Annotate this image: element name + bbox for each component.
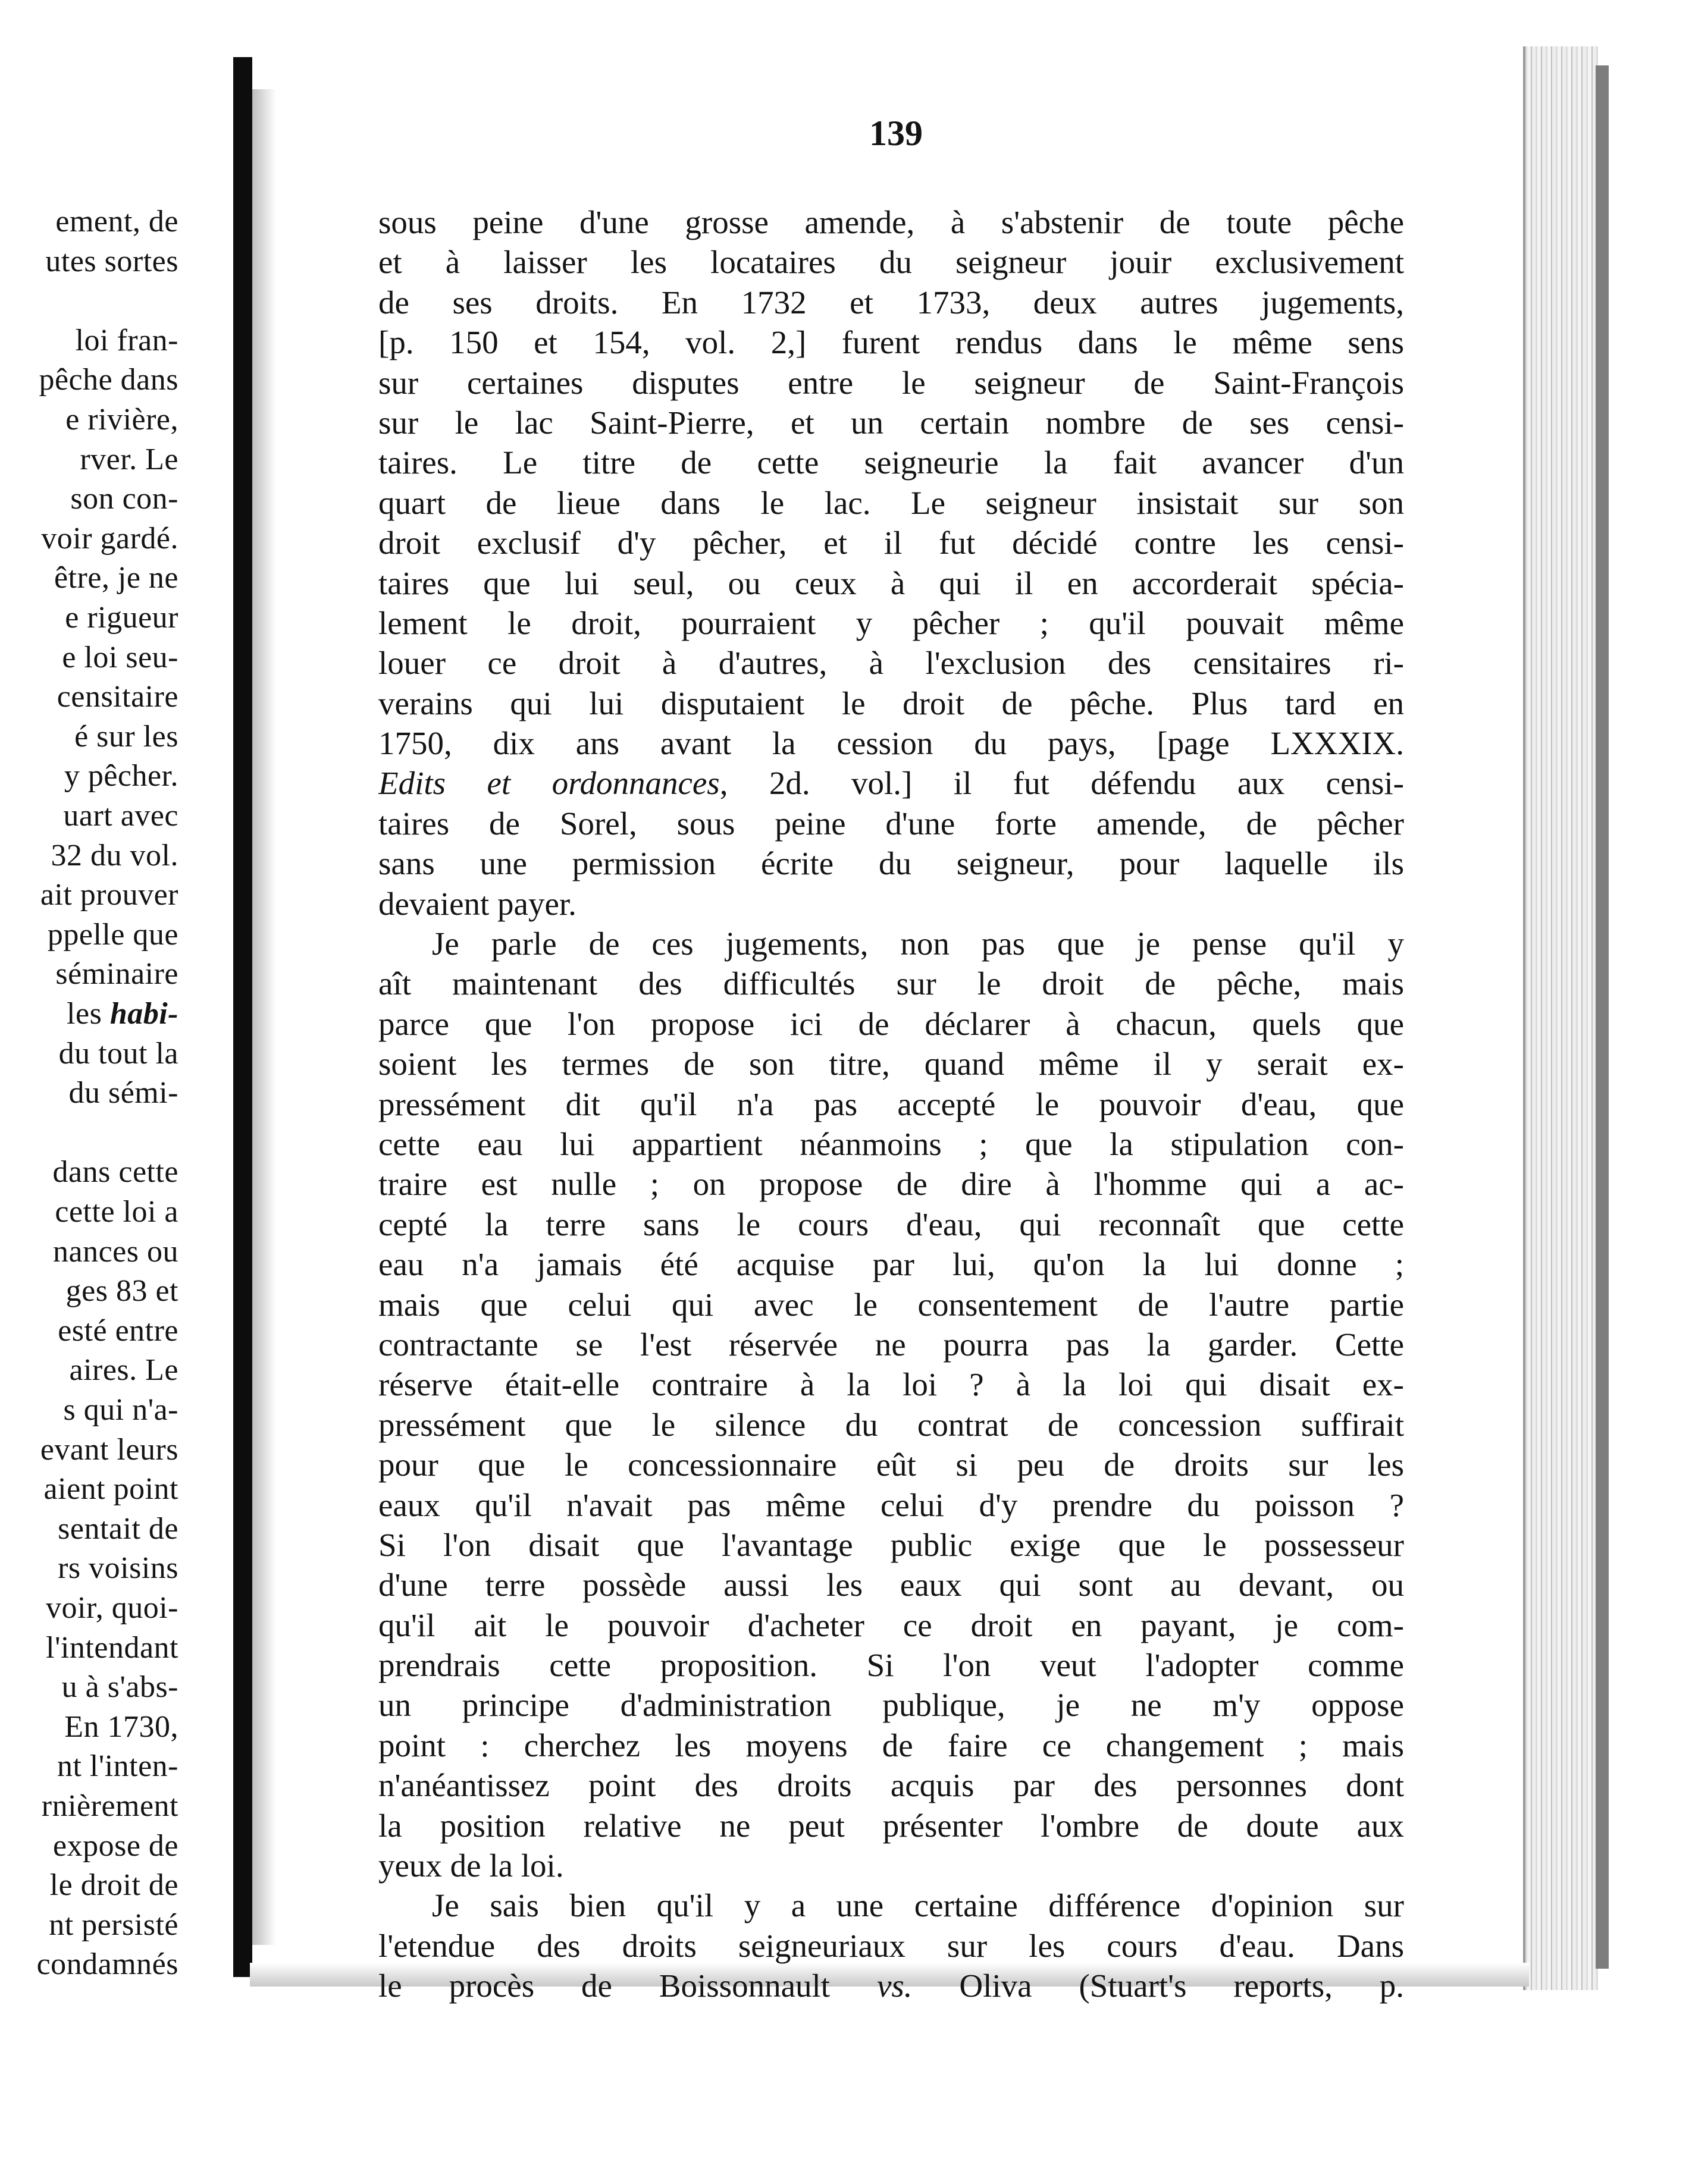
text-line: taires de Sorel, sous peine d'une forte amende, de pêcher xyxy=(378,805,1404,842)
text-line: de ses droits. En 1732 et 1733, deux autres jugements, xyxy=(378,284,1404,321)
left-page-line: cette loi a xyxy=(55,1195,178,1229)
text-line: cette eau lui appartient néanmoins ; que la stipulation con- xyxy=(378,1125,1404,1162)
left-page-line: En 1730, xyxy=(64,1709,178,1744)
left-page-line: sentait de xyxy=(58,1511,178,1546)
left-page-line: aient point xyxy=(43,1472,178,1507)
left-page-line: expose de xyxy=(53,1828,178,1863)
left-page-line: e loi seu- xyxy=(62,640,178,674)
text-line: contractante se l'est réservée ne pourra pas la garder. Cette xyxy=(378,1326,1404,1363)
left-page-line: rnièrement xyxy=(41,1789,178,1823)
cover-edge xyxy=(1596,65,1609,1969)
left-page-line: u à s'abs- xyxy=(61,1670,178,1705)
left-page-line: son con- xyxy=(70,482,178,516)
left-page-line: loi fran- xyxy=(75,323,178,357)
left-page-line: y pêcher. xyxy=(64,759,178,793)
left-page-line: esté entre xyxy=(58,1313,178,1348)
text-line: taires que lui seul, ou ceux à qui il en accorderait spécia- xyxy=(378,564,1404,601)
left-page-line: censitaire xyxy=(57,680,178,714)
text-line: pressément que le silence du contrat de concession suffirait xyxy=(378,1406,1404,1443)
left-page-line: nances ou xyxy=(53,1234,178,1269)
text-line: devaient payer. xyxy=(378,885,576,922)
left-partial-page xyxy=(0,202,233,2046)
text-line: quart de lieue dans le lac. Le seigneur insistait sur son xyxy=(378,484,1404,521)
left-page-line: e rigueur xyxy=(65,601,178,635)
page-stack-edge xyxy=(1523,46,1598,1990)
left-page-line: nt l'inten- xyxy=(57,1749,178,1784)
left-page-line: du sémi- xyxy=(68,1076,178,1110)
left-page-line: ppelle que xyxy=(47,917,178,952)
text-line: verains qui lui disputaient le droit de pêche. Plus tard en xyxy=(378,685,1404,721)
page-number: 139 xyxy=(869,114,923,153)
left-page-line: condamnés xyxy=(36,1947,178,1982)
text-line: Je parle de ces jugements, non pas que je pense qu'il y xyxy=(432,925,1404,962)
left-page-line: utes sortes xyxy=(45,244,178,278)
left-page-line: du tout la xyxy=(58,1036,178,1071)
text-line: d'une terre possède aussi les eaux qui sont au devant, ou xyxy=(378,1567,1404,1604)
text-line: sur le lac Saint-Pierre, et un certain nombre de ses censi- xyxy=(378,404,1404,441)
left-page-line: 32 du vol. xyxy=(51,838,178,873)
left-page-line: aires. Le xyxy=(69,1353,178,1388)
text-line: cepté la terre sans le cours d'eau, qui reconnaît que cette xyxy=(378,1206,1404,1242)
text-line: pour que le concessionnaire eût si peu de droits sur les xyxy=(378,1446,1404,1483)
left-page-line: pêche dans xyxy=(39,363,178,397)
left-page-line: rs voisins xyxy=(58,1551,178,1586)
left-page-line: le droit de xyxy=(49,1868,178,1903)
text-line: Si l'on disait que l'avantage public exige que le possesseur xyxy=(378,1526,1404,1563)
italic-title: Edits et ordonnances xyxy=(378,765,720,802)
text-line: n'anéantissez point des droits acquis par des personnes dont xyxy=(378,1767,1404,1804)
text-line: parce que l'on propose ici de déclarer à chacun, quels que xyxy=(378,1005,1404,1042)
left-page-line: nt persisté xyxy=(49,1907,178,1942)
left-page-line: evant leurs xyxy=(40,1432,178,1467)
book-spine-shadow xyxy=(233,57,252,1977)
text-line: un principe d'administration publique, je ne m'y oppose xyxy=(378,1687,1404,1724)
left-page-line: séminaire xyxy=(55,957,178,991)
text-line: louer ce droit à d'autres, à l'exclusion des censitaires ri- xyxy=(378,645,1404,682)
left-page-line: s qui n'a- xyxy=(63,1393,178,1427)
gutter-shadow xyxy=(252,89,276,1945)
text-line: et à laisser les locataires du seigneur jouir exclusivement xyxy=(378,244,1404,281)
left-page-line: l'intendant xyxy=(46,1630,178,1665)
left-page-line: voir, quoi- xyxy=(46,1591,178,1625)
left-page-line: voir gardé. xyxy=(41,521,178,556)
text-line: mais que celui qui avec le consentement de l'autre partie xyxy=(378,1286,1404,1323)
text-line: aît maintenant des difficultés sur le droit de pêche, mais xyxy=(378,965,1404,1002)
text-line: yeux de la loi. xyxy=(378,1847,564,1884)
left-page-line: ait prouver xyxy=(40,878,178,912)
text-line: soient les termes de son titre, quand même il y serait ex- xyxy=(378,1046,1404,1082)
page-body-text xyxy=(378,202,1404,2006)
left-page-line: ges 83 et xyxy=(65,1274,178,1308)
left-page-line: e rivière, xyxy=(65,403,178,437)
left-page-line-italic: habi- xyxy=(109,997,178,1031)
text-line: pressément dit qu'il n'a pas accepté le pouvoir d'eau, que xyxy=(378,1085,1404,1122)
text-line: traire est nulle ; on propose de dire à l'homme qui a ac- xyxy=(378,1166,1404,1203)
text-line: prendrais cette proposition. Si l'on veut l'adopter comme xyxy=(378,1647,1404,1684)
text-line: sous peine d'une grosse amende, à s'abstenir de toute pêche xyxy=(378,204,1404,240)
text-line: point : cherchez les moyens de faire ce changement ; mais xyxy=(378,1727,1404,1763)
left-page-line: être, je ne xyxy=(54,561,178,595)
text-line: [p. 150 et 154, vol. 2,] furent rendus dans le même sens xyxy=(378,324,1404,361)
text-line: droit exclusif d'y pêcher, et il fut décidé contre les censi- xyxy=(378,525,1404,561)
text-line: taires. Le titre de cette seigneurie la fait avancer d'un xyxy=(378,444,1404,481)
left-page-line: é sur les xyxy=(74,719,178,754)
left-page-line xyxy=(67,994,178,1034)
text-line: réserve était-elle contraire à la loi ? à la loi qui disait ex- xyxy=(378,1366,1404,1403)
left-page-line: ement, de xyxy=(55,205,178,239)
text-line: 1750, dix ans avant la cession du pays, [page LXXXIX. xyxy=(378,725,1404,762)
text-line: le procès de Boissonnault vs. Oliva (Stuart's reports, p. xyxy=(378,1968,1404,2004)
text-line: qu'il ait le pouvoir d'acheter ce droit en payant, je com- xyxy=(378,1606,1404,1643)
text-line: Edits et ordonnances, 2d. vol.] il fut défendu aux censi- xyxy=(378,765,1404,802)
text-line: lement le droit, pourraient y pêcher ; qu'il pouvait même xyxy=(378,604,1404,641)
left-page-line: dans cette xyxy=(52,1155,178,1190)
italic-versus: vs. xyxy=(876,1968,913,2004)
text-line: sans une permission écrite du seigneur, pour laquelle ils xyxy=(378,845,1404,882)
left-page-line: uart avec xyxy=(63,799,178,833)
text-line: eau n'a jamais été acquise par lui, qu'on la lui donne ; xyxy=(378,1246,1404,1283)
text-line: Je sais bien qu'il y a une certaine différence d'opinion sur xyxy=(432,1887,1404,1924)
left-page-line-text: les xyxy=(67,997,110,1031)
text-line: sur certaines disputes entre le seigneur de Saint-François xyxy=(378,364,1404,401)
text-line: l'etendue des droits seigneuriaux sur les cours d'eau. Dans xyxy=(378,1927,1404,1964)
left-page-line: rver. Le xyxy=(80,442,178,476)
text-line: la position relative ne peut présenter l'ombre de doute aux xyxy=(378,1807,1404,1844)
text-line: eaux qu'il n'avait pas même celui d'y prendre du poisson ? xyxy=(378,1486,1404,1523)
